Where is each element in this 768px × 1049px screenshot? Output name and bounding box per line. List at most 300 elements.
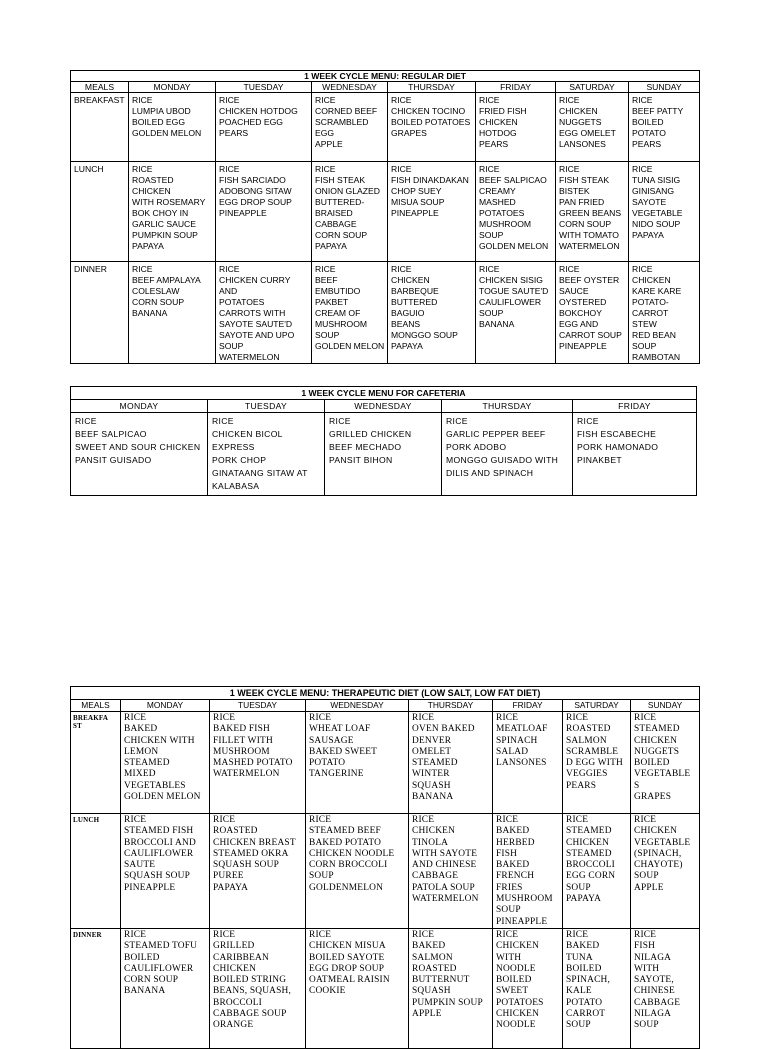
menu-cell [493, 928, 563, 1048]
menu-item-line: RICE [566, 713, 589, 723]
menu-item-line: BOILED [566, 963, 602, 974]
menu-cell [409, 814, 493, 929]
menu-item-line: GRAPES [391, 128, 427, 138]
menu-item-line: FILLET WITH [213, 735, 273, 746]
menu-item-line: PINAKBET [577, 455, 622, 465]
menu-item-line: DILIS AND SPINACH [446, 468, 534, 478]
menu-cell [476, 262, 556, 364]
menu-item-line: SOUP [479, 230, 504, 240]
menu-item-line: NIDO SOUP [632, 219, 681, 229]
menu-item-line: BUTTERED BAGUIO [391, 297, 438, 318]
menu-item-line: SQUASH [412, 780, 451, 791]
menu-item-line: BANANA [124, 986, 166, 997]
menu-item-line: CHICKEN [213, 963, 257, 974]
menu-item-line: BAKED SWEET [309, 746, 378, 757]
menu-item-line: BEEF [315, 275, 338, 285]
menu-item-line: FRIES [496, 882, 523, 893]
menu-item-line: STEAMED [634, 724, 680, 735]
menu-item-line: PAPAYA [213, 882, 249, 893]
menu-item-line: RICE [124, 713, 147, 723]
menu-item-line: CHICKEN SISIG [479, 275, 543, 285]
menu-item-line: FISH SARCIADO [219, 175, 286, 185]
menu-item-line: STEAMED [566, 848, 612, 859]
menu-item-line: EGG [315, 128, 335, 138]
menu-item-line: CHICKEN CURRY AND [219, 275, 291, 296]
menu-item-line: VEGGIES [566, 769, 608, 780]
table-row [71, 712, 700, 814]
menu-item-line: NUGGETS [634, 746, 680, 757]
menu-item-line: MISUA SOUP [391, 197, 445, 207]
menu-item-line: CORN SOUP [132, 297, 185, 307]
menu-item-line: NUGGETS [559, 117, 602, 127]
cafeteria-header-thursday: THURSDAY [442, 400, 573, 413]
menu-item-line: ROASTED [213, 826, 258, 837]
meal-label [71, 928, 121, 1048]
menu-item-line: RAMBOTAN [632, 352, 681, 362]
menu-item-line: MUSHROOM [213, 746, 270, 757]
regular-header-sunday: SUNDAY [629, 82, 700, 93]
menu-item-line: MASHED POTATO [213, 758, 293, 769]
menu-item-line: RICE [412, 815, 435, 825]
menu-item-line: CORN BROCCOLI [309, 860, 388, 871]
menu-item-line: RICE [391, 264, 412, 274]
cafeteria-header-tuesday: TUESDAY [208, 400, 325, 413]
menu-item-line: BRAISED [315, 208, 353, 218]
menu-item-line: RICE [329, 416, 351, 426]
menu-item-line: PAPAYA [632, 230, 664, 240]
menu-cell [476, 93, 556, 162]
menu-item-line: BANANA [479, 319, 515, 329]
menu-item-line: COOKIE [309, 986, 346, 997]
menu-item-line: SALMON [412, 952, 453, 963]
menu-cell [216, 162, 312, 262]
menu-item-line: HERBED [496, 837, 535, 848]
menu-item-line: PAKBET [315, 297, 349, 307]
menu-item-line: RICE [219, 164, 240, 174]
menu-item-line: PUMPKIN SOUP [132, 230, 198, 240]
regular-header-tuesday: TUESDAY [216, 82, 312, 93]
menu-item-line: CHOP SUEY [391, 186, 442, 196]
menu-item-line: SALAD [496, 746, 529, 757]
menu-item-line: SOUP [479, 308, 504, 318]
meal-label-line: BREAKFA [73, 714, 109, 722]
menu-item-line: BUTTERNUT [412, 975, 470, 986]
therapeutic-header-wednesday: WEDNESDAY [306, 700, 409, 712]
menu-item-line: PAN FRIED [559, 197, 605, 207]
menu-item-line: PAPAYA [391, 341, 423, 351]
menu-item-line: SOUP [566, 882, 591, 893]
therapeutic-diet-title: 1 WEEK CYCLE MENU: THERAPEUTIC DIET (LOW SALT, LOW FAT DIET) [71, 687, 700, 700]
menu-item-line: CHICKEN [559, 106, 598, 116]
menu-item-line: TUNA [566, 952, 593, 963]
menu-item-line: BAKED [124, 724, 158, 735]
menu-item-line: CHICKEN [634, 826, 678, 837]
menu-item-line: SALMON [566, 735, 607, 746]
menu-item-line: CREAMY [479, 186, 516, 196]
menu-item-line: GARLIC SAUCE [132, 219, 196, 229]
menu-item-line: CHICKEN [496, 941, 540, 952]
menu-item-line: CHICKEN [412, 826, 456, 837]
menu-item-line: D EGG WITH [566, 758, 624, 769]
menu-cell [216, 262, 312, 364]
menu-item-line: GRAPES [634, 792, 672, 803]
regular-header-meals: MEALS [71, 82, 129, 93]
menu-item-line: RICE [315, 164, 336, 174]
menu-item-line: BEEF PATTY [632, 106, 684, 116]
menu-item-line: CREAM OF [315, 308, 361, 318]
menu-item-line: WITH [634, 963, 660, 974]
menu-cell [71, 413, 208, 496]
menu-item-line: SOUP [496, 905, 521, 916]
menu-item-line: SOUP [309, 871, 334, 882]
menu-item-line: NILAGA [634, 1009, 672, 1020]
menu-item-line: RICE [496, 713, 519, 723]
table-row [71, 162, 700, 262]
menu-item-line: WATERMELON [213, 769, 280, 780]
menu-item-line: RICE [566, 929, 589, 940]
menu-item-line: CAULIFLOWER [124, 963, 194, 974]
menu-item-line: RED BEAN [632, 330, 676, 340]
menu-item-line: GOLDEN MELON [124, 792, 201, 803]
menu-item-line: RICE [632, 95, 653, 105]
meal-label: DINNER [71, 262, 129, 364]
menu-item-line: GOLDEN MELON [479, 241, 549, 251]
menu-item-line: RICE [496, 815, 519, 825]
menu-item-line: RICE [634, 929, 657, 940]
menu-item-line: SCRAMBLE [566, 746, 619, 757]
menu-item-line: RICE [412, 713, 435, 723]
table-row [71, 928, 700, 1048]
menu-item-line: DENVER [412, 735, 452, 746]
menu-item-line: APPLE [634, 882, 664, 893]
menu-item-line: CHINESE [634, 986, 675, 997]
menu-item-line: WATERMELON [219, 352, 280, 362]
menu-item-line: RICE [219, 264, 240, 274]
menu-cell [325, 413, 442, 496]
meal-label [71, 712, 121, 814]
menu-item-line: CABBAGE [412, 871, 459, 882]
menu-item-line: RICE [634, 713, 657, 723]
menu-item-line: GOLDEN MELON [132, 128, 202, 138]
menu-cell [210, 712, 306, 814]
menu-cell [629, 262, 700, 364]
menu-item-line: RICE [309, 815, 332, 825]
menu-item-line: STEAMED FISH [124, 826, 194, 837]
menu-item-line: ORANGE [213, 1020, 254, 1031]
menu-cell [129, 162, 216, 262]
menu-item-line: BOKCHOY [559, 308, 602, 318]
menu-item-line: BROCCOLI [213, 997, 263, 1008]
menu-item-line: EGG OMELET [559, 128, 616, 138]
menu-item-line: BEEF SALPICAO [479, 175, 547, 185]
menu-item-line: FRIED FISH [479, 106, 527, 116]
menu-item-line: BOILED [496, 975, 532, 986]
menu-item-line: STEW [632, 319, 657, 329]
meal-label-line: ST [73, 722, 82, 730]
menu-item-line: PINEAPPLE [559, 341, 607, 351]
menu-item-line: WITH SAYOTE [412, 848, 478, 859]
therapeutic-header-friday: FRIDAY [493, 700, 563, 712]
menu-item-line: LANSONES [559, 139, 606, 149]
menu-cell [573, 413, 697, 496]
menu-item-line: SAUCE [559, 286, 589, 296]
menu-item-line: GINISANG [632, 186, 675, 196]
menu-item-line: EGG AND [559, 319, 599, 329]
menu-item-line: CORN SOUP [315, 230, 368, 240]
menu-item-line: WATERMELON [559, 241, 620, 251]
menu-item-line: CHICKEN BICOL EXPRESS [212, 429, 283, 452]
menu-item-line: WITH [496, 952, 522, 963]
menu-item-line: PORK CHOP [212, 455, 267, 465]
menu-item-line: FISH [634, 941, 656, 952]
meal-label: BREAKFAST [71, 93, 129, 162]
menu-cell [306, 928, 409, 1048]
menu-cell [476, 162, 556, 262]
menu-item-line: BOK CHOY IN [132, 208, 189, 218]
menu-item-line: RICE [391, 95, 412, 105]
menu-cell [388, 262, 476, 364]
menu-item-line: PINEAPPLE [496, 916, 548, 927]
menu-item-line: STEAMED [412, 758, 458, 769]
menu-item-line: CABBAGE [315, 219, 357, 229]
regular-header-saturday: SATURDAY [556, 82, 629, 93]
menu-item-line: VEGETABLE [634, 837, 691, 848]
menu-item-line: RICE [496, 929, 519, 940]
menu-item-line: RICE [213, 815, 236, 825]
menu-item-line: LEMON [124, 746, 159, 757]
menu-item-line: PINEAPPLE [124, 882, 176, 893]
menu-cell [388, 93, 476, 162]
menu-item-line: SAUTE [124, 860, 156, 871]
menu-item-line: SOUP [634, 1020, 659, 1031]
menu-item-line: CHICKEN HOTDOG [219, 106, 298, 116]
menu-item-line: RICE [315, 264, 336, 274]
menu-item-line: MUSHROOM [315, 319, 368, 329]
menu-cell [556, 262, 629, 364]
menu-item-line: FISH ESCABECHE [577, 429, 657, 439]
cafeteria-header-friday: FRIDAY [573, 400, 697, 413]
menu-item-line: TUNA SISIG [632, 175, 681, 185]
menu-item-line: RICE [309, 929, 332, 940]
menu-item-line: RICE [75, 416, 97, 426]
menu-item-line: SWEET [496, 986, 529, 997]
menu-item-line: POTATO [309, 758, 346, 769]
table-row [71, 262, 700, 364]
menu-item-line: CHICKEN WITH [124, 735, 195, 746]
menu-item-line: BAKED [566, 941, 600, 952]
menu-item-line: CHICKEN [566, 837, 610, 848]
menu-item-line: ROASTED CHICKEN [132, 175, 174, 196]
menu-cell [129, 262, 216, 364]
menu-item-line: STEAMED TOFU [124, 941, 198, 952]
menu-item-line: CARROT [632, 308, 669, 318]
menu-cell [210, 928, 306, 1048]
menu-cell [493, 814, 563, 929]
menu-item-line: BUTTERED- [315, 197, 365, 207]
menu-item-line: PANSIT BIHON [329, 455, 393, 465]
table-row [71, 814, 700, 929]
menu-item-line: RICE [634, 815, 657, 825]
menu-item-line: CHICKEN MISUA [309, 941, 386, 952]
menu-item-line: APPLE [315, 139, 343, 149]
menu-cell [409, 712, 493, 814]
menu-item-line: SAYOTE [632, 197, 667, 207]
menu-item-line: KALABASA [212, 481, 260, 491]
menu-item-line: CARROT SOUP [559, 330, 622, 340]
menu-item-line: SOUP [634, 871, 659, 882]
menu-item-line: POTATO [632, 128, 666, 138]
menu-item-line: COLESLAW [132, 286, 180, 296]
menu-item-line: CHICKEN NOODLE [309, 848, 395, 859]
menu-item-line: GARLIC PEPPER BEEF [446, 429, 546, 439]
menu-item-line: POACHED EGG [219, 117, 283, 127]
menu-item-line: PATOLA SOUP [412, 882, 475, 893]
menu-item-line: CORNED BEEF [315, 106, 378, 116]
menu-item-line: PEARS [479, 139, 509, 149]
menu-item-line: RICE [559, 95, 580, 105]
menu-item-line: POTATO [566, 997, 603, 1008]
menu-cell [312, 262, 388, 364]
menu-item-line: GINATAANG SITAW AT [212, 468, 308, 478]
therapeutic-header-thursday: THURSDAY [409, 700, 493, 712]
menu-cell [306, 712, 409, 814]
menu-item-line: (SPINACH, [634, 848, 682, 859]
menu-item-line: WHEAT LOAF [309, 724, 371, 735]
meal-label: LUNCH [71, 162, 129, 262]
menu-item-line: PEARS [632, 139, 662, 149]
menu-cell [210, 814, 306, 929]
menu-item-line: VEGETABLE [632, 208, 683, 218]
menu-item-line: BOILED SAYOTE [309, 952, 385, 963]
menu-item-line: BANANA [412, 792, 454, 803]
regular-header-friday: FRIDAY [476, 82, 556, 93]
menu-item-line: FISH DINAKDAKAN [391, 175, 469, 185]
menu-item-line: CARROTS WITH [219, 308, 286, 318]
menu-item-line: PAPAYA [315, 241, 347, 251]
therapeutic-header-sunday: SUNDAY [631, 700, 700, 712]
regular-header-thursday: THURSDAY [388, 82, 476, 93]
menu-item-line: BOILED [632, 117, 664, 127]
menu-item-line: PINEAPPLE [219, 208, 267, 218]
menu-item-line: OMELET [412, 746, 452, 757]
menu-cell [208, 413, 325, 496]
menu-item-line: BEANS [391, 319, 421, 329]
menu-item-line: BOILED [124, 952, 160, 963]
menu-cell [388, 162, 476, 262]
menu-cell [631, 712, 700, 814]
menu-item-line: PINEAPPLE [391, 208, 439, 218]
menu-item-line: RICE [412, 929, 435, 940]
menu-item-line: EGG DROP SOUP [219, 197, 292, 207]
menu-item-line: ONION GLAZED [315, 186, 380, 196]
menu-item-line: SAYOTE, [634, 975, 674, 986]
menu-cell [442, 413, 573, 496]
menu-item-line: SOUP [219, 341, 244, 351]
menu-item-line: STEAMED OKRA [213, 848, 289, 859]
menu-item-line: CAULIFLOWER [124, 848, 194, 859]
menu-item-line: BEEF OYSTER [559, 275, 620, 285]
menu-item-line: RICE [446, 416, 468, 426]
meal-label-line: LUNCH [73, 816, 100, 824]
menu-item-line: RICE [479, 164, 500, 174]
menu-item-line: SOUP [632, 341, 657, 351]
menu-item-line: SAUSAGE [309, 735, 354, 746]
menu-cell [631, 814, 700, 929]
menu-item-line: RICE [479, 95, 500, 105]
menu-item-line: CABBAGE [634, 997, 681, 1008]
menu-item-line: RICE [566, 815, 589, 825]
menu-item-line: PEARS [219, 128, 249, 138]
menu-item-line: FISH STEAK [315, 175, 366, 185]
menu-item-line: SAYOTE SAUTE'D [219, 319, 293, 329]
menu-item-line: RICE [124, 815, 147, 825]
cafeteria-title: 1 WEEK CYCLE MENU FOR CAFETERIA [71, 387, 697, 400]
menu-item-line: EMBUTIDO [315, 286, 361, 296]
regular-diet-title: 1 WEEK CYCLE MENU: REGULAR DIET [71, 71, 700, 82]
menu-item-line: PUMPKIN SOUP [412, 997, 483, 1008]
menu-item-line: BEEF SALPICAO [75, 429, 147, 439]
menu-item-line: CHICKEN [391, 275, 430, 285]
menu-item-line: RICE [132, 95, 153, 105]
menu-cell [216, 93, 312, 162]
menu-item-line: BAKED [496, 826, 530, 837]
menu-item-line: BAKED FISH [213, 724, 270, 735]
menu-cell [631, 928, 700, 1048]
menu-item-line: TINOLA [412, 837, 449, 848]
menu-item-line: MIXED [124, 769, 156, 780]
menu-item-line: BANANA [132, 308, 168, 318]
menu-item-line: CHICKEN [496, 1009, 540, 1020]
menu-item-line: VEGETABLE [634, 769, 691, 780]
menu-item-line: MUSHROOM [479, 219, 532, 229]
menu-item-line: POTATOES [479, 208, 525, 218]
menu-cell [312, 93, 388, 162]
menu-item-line: SPINACH, [566, 975, 611, 986]
meal-label-line: DINNER [73, 930, 102, 939]
menu-item-line: BOILED POTATOES [391, 117, 471, 127]
menu-item-line: CHAYOTE) [634, 860, 683, 871]
menu-item-line: MONGGO SOUP [391, 330, 458, 340]
menu-item-line: CHICKEN [632, 275, 671, 285]
menu-item-line: RICE [219, 95, 240, 105]
menu-item-line: RICE [632, 164, 653, 174]
menu-item-line: RICE [632, 264, 653, 274]
menu-item-line: RICE [577, 416, 599, 426]
menu-item-line: RICE [132, 264, 153, 274]
menu-item-line: SQUASH SOUP [124, 871, 191, 882]
menu-item-line: SCRAMBLED [315, 117, 369, 127]
menu-item-line: TANGERINE [309, 769, 364, 780]
menu-item-line: MEATLOAF [496, 724, 548, 735]
menu-item-line: RICE [559, 264, 580, 274]
therapeutic-header-tuesday: TUESDAY [210, 700, 306, 712]
menu-item-line: BAKED POTATO [309, 837, 382, 848]
menu-item-line: SOUP [315, 330, 340, 340]
menu-item-line: ROASTED [566, 724, 611, 735]
menu-item-line: POTATOES [496, 997, 544, 1008]
menu-item-line: LANSONES [496, 758, 547, 769]
menu-item-line: AND CHINESE [412, 860, 477, 871]
menu-cell [129, 93, 216, 162]
therapeutic-header-meals: MEALS [71, 700, 121, 712]
menu-item-line: CABBAGE SOUP [213, 1009, 287, 1020]
menu-item-line: BOILED STRING [213, 975, 287, 986]
menu-item-line: STEAMED [124, 758, 170, 769]
menu-item-line: BAKED [412, 941, 446, 952]
menu-item-line: RICE [479, 264, 500, 274]
menu-item-line: GRILLED [213, 941, 255, 952]
menu-item-line: WINTER [412, 769, 450, 780]
